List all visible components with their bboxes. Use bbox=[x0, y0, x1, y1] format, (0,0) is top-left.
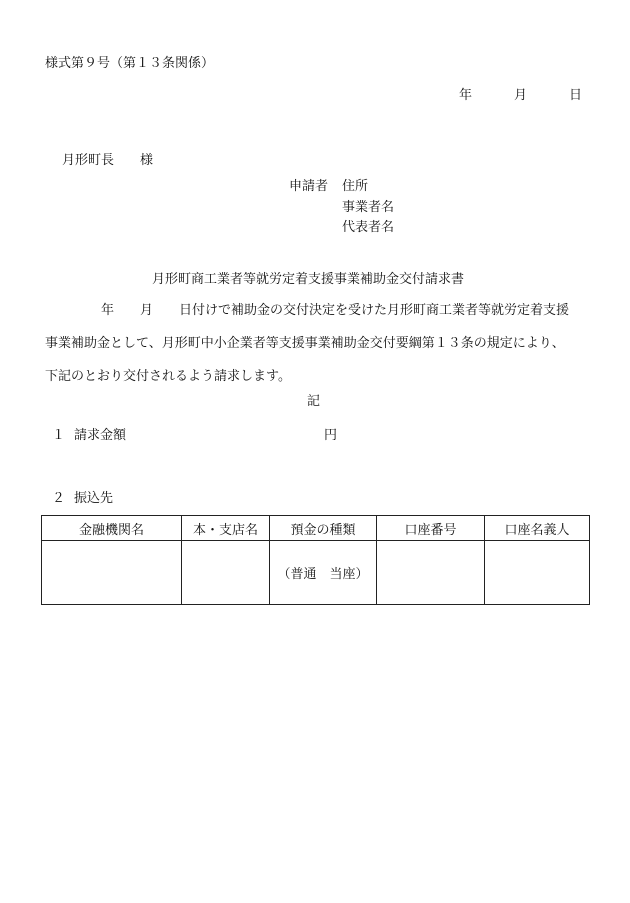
cell-account-holder bbox=[485, 541, 590, 605]
bank-table-header-row bbox=[42, 516, 590, 541]
header-bank-name: 金融機関名 bbox=[42, 516, 182, 541]
bank-table-row bbox=[42, 541, 590, 605]
cell-branch-name bbox=[182, 541, 270, 605]
yen-unit: 円 bbox=[324, 428, 338, 443]
form-number: 様式第９号（第１３条関係） bbox=[45, 56, 215, 71]
cell-deposit-type: （普通 当座） bbox=[270, 541, 377, 605]
cell-bank-name bbox=[42, 541, 182, 605]
address-label: 住所 bbox=[342, 179, 369, 194]
item-2-label: 振込先 bbox=[74, 491, 114, 506]
date-line bbox=[459, 88, 582, 104]
item-transfer-destination bbox=[52, 491, 113, 507]
item-1-number: １ bbox=[52, 428, 66, 443]
body-year-label: 年 bbox=[101, 303, 115, 318]
body-line-2: 事業補助金として、月形町中小企業者等支援事業補助金交付要綱第１３条の規定により、 bbox=[45, 336, 565, 351]
ki-heading: 記 bbox=[307, 394, 321, 409]
header-account-number: 口座番号 bbox=[377, 516, 485, 541]
item-2-number: ２ bbox=[52, 491, 66, 506]
header-branch-name: 本・支店名 bbox=[182, 516, 270, 541]
body-month-label: 月 bbox=[140, 303, 154, 318]
applicant-label: 申請者 bbox=[289, 179, 329, 194]
date-month-label: 月 bbox=[513, 88, 527, 103]
recipient-honorific: 様 bbox=[140, 153, 154, 168]
recipient bbox=[62, 153, 153, 169]
date-year-label: 年 bbox=[458, 88, 472, 103]
body-line-3: 下記のとおり交付されるよう請求します。 bbox=[45, 369, 291, 384]
bank-table bbox=[41, 515, 590, 605]
cell-account-number bbox=[377, 541, 485, 605]
header-deposit-type: 預金の種類 bbox=[270, 516, 377, 541]
business-name-label: 事業者名 bbox=[342, 200, 395, 215]
body-text bbox=[45, 294, 590, 393]
body-line-1-text: 日付けで補助金の交付決定を受けた月形町商工業者等就労定着支援 bbox=[179, 303, 570, 318]
representative-label: 代表者名 bbox=[342, 220, 395, 235]
recipient-name: 月形町長 bbox=[62, 153, 115, 168]
item-1-label: 請求金額 bbox=[74, 428, 127, 443]
body-line-1 bbox=[45, 294, 590, 327]
item-request-amount bbox=[52, 428, 337, 444]
header-account-holder: 口座名義人 bbox=[485, 516, 590, 541]
document-title: 月形町商工業者等就労定着支援事業補助金交付請求書 bbox=[152, 272, 465, 287]
date-day-label: 日 bbox=[568, 88, 582, 103]
